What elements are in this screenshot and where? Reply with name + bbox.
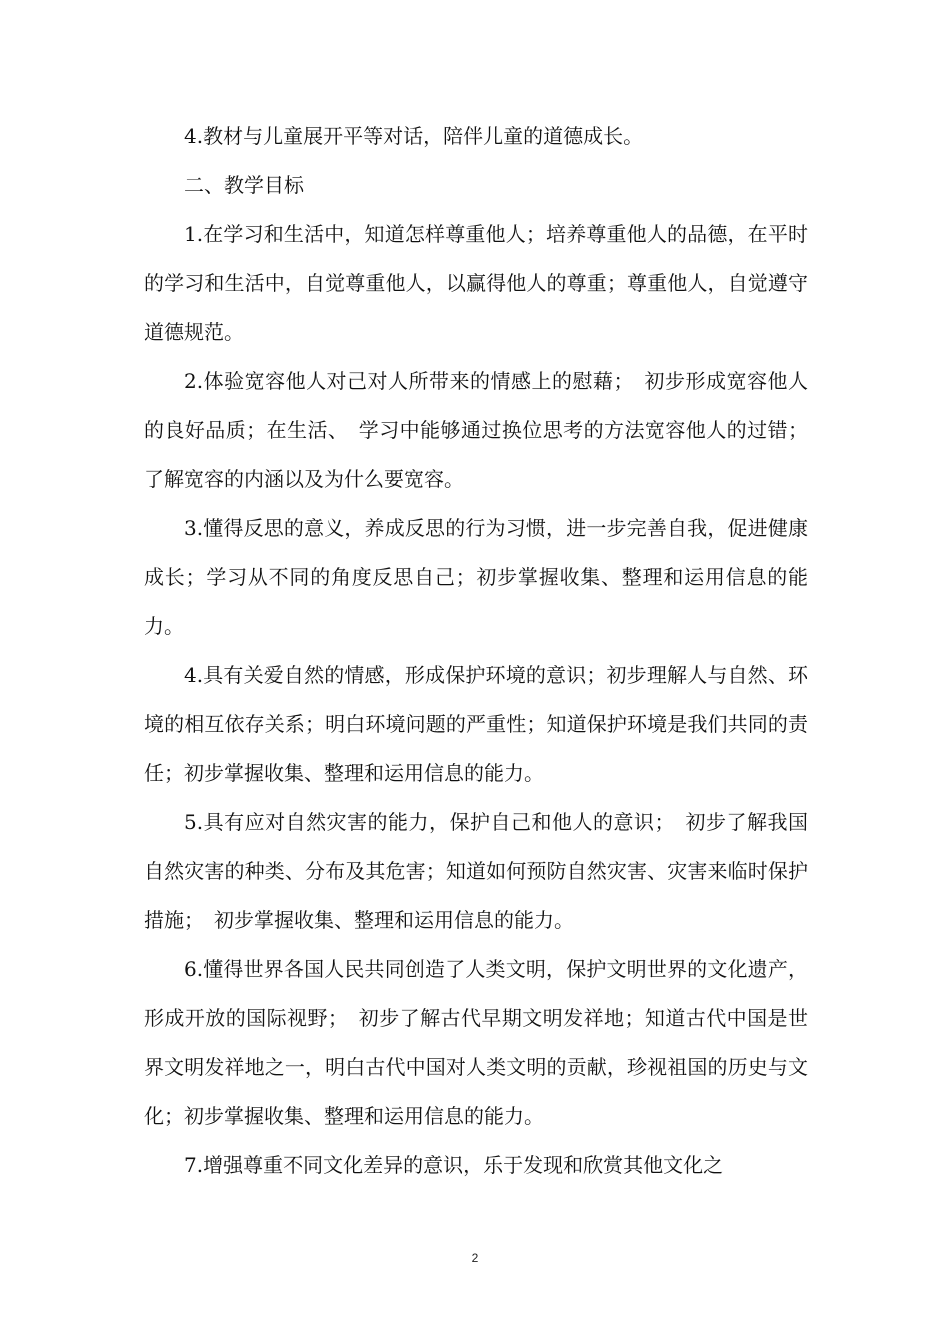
goal-7-paragraph: 7.增强尊重不同文化差异的意识，乐于发现和欣赏其他文化之 <box>184 1153 724 1177</box>
goal-3-paragraph: 3.懂得反思的意义，养成反思的行为习惯，进一步完善自我，促进健康成长；学习从不同的角度反思自己；初步掌握收集、整理和运用信息的能力。 <box>144 516 808 638</box>
goal-5-paragraph: 5.具有应对自然灾害的能力，保护自己和他人的意识； 初步了解我国自然灾害的种类、分布及其危害；知道如何预防自然灾害、灾害来临时保护措施； 初步掌握收集、整理和运用信息的能力。 <box>144 810 808 932</box>
page-number: 2 <box>471 1251 479 1265</box>
goal-6-paragraph: 6.懂得世界各国人民共同创造了人类文明，保护文明世界的文化遗产，形成开放的国际视野； 初步了解古代早期文明发祥地；知道古代中国是世界文明发祥地之一，明白古代中国对人类文明的贡献，珍视祖国的历史与文化；初步掌握收集、整理和运用信息的能力。 <box>144 957 808 1128</box>
goal-4-paragraph: 4.具有关爱自然的情感，形成保护环境的意识；初步理解人与自然、环境的相互依存关系；明白环境问题的严重性；知道保护环境是我们共同的责任；初步掌握收集、整理和运用信息的能力。 <box>144 663 808 785</box>
goal-2-paragraph: 2.体验宽容他人对己对人所带来的情感上的慰藉； 初步形成宽容他人的良好品质；在生活、 学习中能够通过换位思考的方法宽容他人的过错；了解宽容的内涵以及为什么要宽容。 <box>144 369 808 491</box>
paragraph-item-4: 4.教材与儿童展开平等对话，陪伴儿童的道德成长。 <box>184 124 644 148</box>
body-text <box>144 112 808 1190</box>
goal-1-paragraph: 1.在学习和生活中，知道怎样尊重他人；培养尊重他人的品德，在平时的学习和生活中，自觉尊重他人，以赢得他人的尊重；尊重他人，自觉遵守道德规范。 <box>144 222 808 344</box>
section-heading-teaching-goals: 二、教学目标 <box>184 173 304 197</box>
